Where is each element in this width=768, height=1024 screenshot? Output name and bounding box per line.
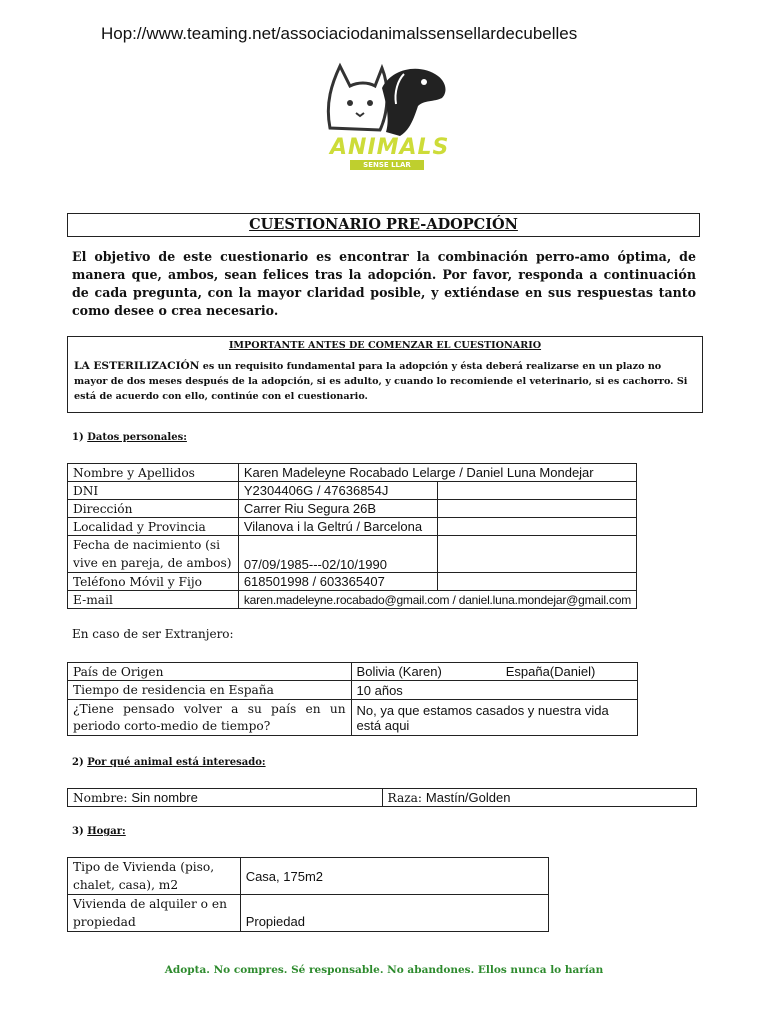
personal-data-table — [67, 463, 637, 609]
label-dni: DNI — [68, 482, 239, 500]
section-2-heading — [72, 757, 266, 768]
value-pais-daniel[interactable]: España(Daniel) — [501, 663, 638, 681]
form-title-box — [67, 213, 700, 237]
animal-breed-cell — [382, 789, 697, 807]
label-direccion: Dirección — [68, 500, 239, 518]
empty-cell — [437, 500, 636, 518]
label-tipo-vivienda: Tipo de Vivienda (piso, chalet, casa), m2 — [68, 858, 241, 895]
table-row — [68, 518, 637, 536]
empty-cell — [437, 518, 636, 536]
label-alquiler: Vivienda de alquiler o en propiedad — [68, 895, 241, 932]
important-text: es un requisito fundamental para la adopción y ésta deberá realizarse en un plazo no mayor de dos meses después de la adopción, si es adulto, y cuando lo recomiende el veterinario, si es cachorro. Si está de acuerdo con ello, continúe con el cuestionario. — [74, 361, 688, 402]
section-1-number: 1) — [72, 432, 84, 443]
empty-cell — [437, 482, 636, 500]
important-body — [74, 359, 696, 404]
section-3-title: Hogar: — [87, 826, 126, 837]
value-volver[interactable]: No, ya que estamos casados y nuestra vida está aqui — [351, 700, 637, 736]
table-row — [68, 858, 549, 895]
header-url: Hop://www.teaming.net/associaciodanimalssensellardecubelles — [101, 24, 578, 43]
section-1-heading — [72, 432, 187, 443]
section-3-heading — [72, 826, 126, 837]
table-row — [68, 482, 637, 500]
label-volver: ¿Tiene pensado volver a su país en un periodo corto-medio de tiempo? — [68, 700, 352, 736]
logo-subtext: SENSE LLAR — [350, 160, 424, 170]
table-row — [68, 700, 638, 736]
table-row — [68, 573, 637, 591]
label-nombre-animal: Nombre: — [73, 791, 128, 805]
value-dni[interactable]: Y2304406G / 47636854J — [238, 482, 437, 500]
form-title: CUESTIONARIO PRE-ADOPCIÓN — [249, 216, 518, 233]
animal-table — [67, 788, 697, 807]
value-raza[interactable]: Mastín/Golden — [425, 790, 511, 805]
value-localidad[interactable]: Vilanova i la Geltrú / Barcelona — [238, 518, 437, 536]
label-email: E-mail — [68, 591, 239, 609]
label-tiempo: Tiempo de residencia en España — [68, 681, 352, 700]
value-nombre-animal[interactable]: Sin nombre — [131, 790, 198, 805]
label-nombre: Nombre y Apellidos — [68, 464, 239, 482]
table-row — [68, 681, 638, 700]
value-tipo-vivienda[interactable]: Casa, 175m2 — [240, 858, 548, 895]
label-pais: País de Origen — [68, 663, 352, 681]
table-row — [68, 536, 637, 573]
section-1-title: Datos personales: — [87, 432, 187, 443]
table-row — [68, 591, 637, 609]
foreign-table — [67, 662, 638, 736]
value-email[interactable]: karen.madeleyne.rocabado@gmail.com / daniel.luna.mondejar@gmail.com — [238, 591, 636, 609]
table-row — [68, 663, 638, 681]
label-telefono: Teléfono Móvil y Fijo — [68, 573, 239, 591]
label-raza: Raza: — [387, 791, 423, 805]
section-3-number: 3) — [72, 826, 84, 837]
table-row — [68, 789, 697, 807]
animal-name-cell — [68, 789, 383, 807]
value-fecha[interactable]: 07/09/1985---02/10/1990 — [238, 536, 437, 573]
empty-cell — [437, 536, 636, 573]
table-row — [68, 464, 637, 482]
value-alquiler[interactable]: Propiedad — [240, 895, 548, 932]
value-nombre[interactable]: Karen Madeleyne Rocabado Lelarge / Daniel Luna Mondejar — [238, 464, 636, 482]
important-notice-box — [67, 336, 703, 413]
sterilization-lead: LA ESTERILIZACIÓN — [74, 360, 200, 372]
label-fecha: Fecha de nacimiento (si vive en pareja, de ambos) — [68, 536, 239, 573]
section-2-title: Por qué animal está interesado: — [87, 757, 266, 768]
table-row — [68, 500, 637, 518]
value-direccion[interactable]: Carrer Riu Segura 26B — [238, 500, 437, 518]
value-telefono[interactable]: 618501998 / 603365407 — [238, 573, 437, 591]
value-pais-karen[interactable]: Bolivia (Karen) — [351, 663, 501, 681]
empty-cell — [437, 573, 636, 591]
logo-text: ANIMALS — [330, 135, 450, 160]
home-table — [67, 857, 549, 932]
value-tiempo[interactable]: 10 años — [351, 681, 637, 700]
foreign-heading: En caso de ser Extranjero: — [72, 627, 234, 641]
footer-slogan: Adopta. No compres. Sé responsable. No abandones. Ellos nunca lo harían — [164, 964, 604, 976]
table-row — [68, 895, 549, 932]
intro-paragraph: El objetivo de este cuestionario es encontrar la combinación perro-amo óptima, de manera que, ambos, sean felices tras la adopción. Por favor, responda a continuación de cada pregunta, con la mayor claridad posible, y extiéndase en sus respuestas tanto como desee o crea necesario. — [72, 249, 696, 318]
label-localidad: Localidad y Provincia — [68, 518, 239, 536]
important-heading: IMPORTANTE ANTES DE COMENZAR EL CUESTIONARIO — [228, 340, 542, 351]
section-2-number: 2) — [72, 757, 84, 768]
